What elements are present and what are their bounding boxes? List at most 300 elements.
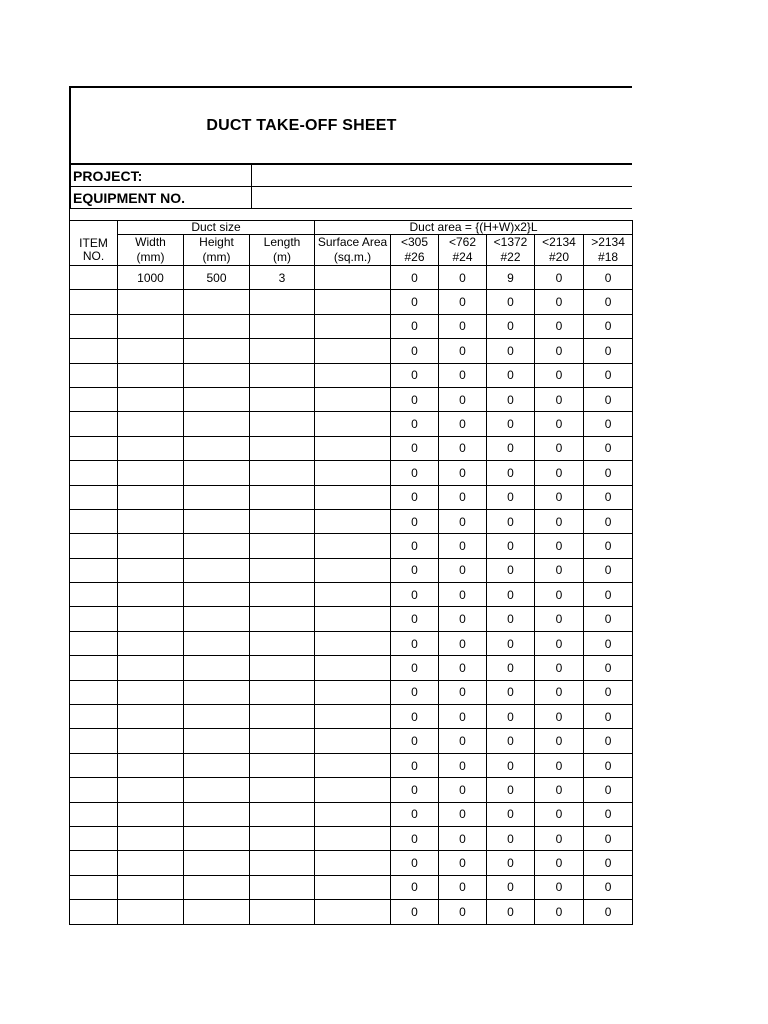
cell-width[interactable] <box>118 656 184 680</box>
cell-surface-area[interactable] <box>315 583 391 607</box>
cell-gauge-22[interactable]: 0 <box>487 753 535 777</box>
cell-item-no[interactable] <box>70 558 118 582</box>
cell-surface-area[interactable] <box>315 826 391 850</box>
cell-gauge-20[interactable]: 0 <box>535 509 584 533</box>
cell-gauge-26[interactable]: 0 <box>391 534 439 558</box>
cell-width[interactable] <box>118 509 184 533</box>
cell-gauge-18[interactable]: 0 <box>584 583 633 607</box>
cell-gauge-18[interactable]: 0 <box>584 461 633 485</box>
cell-height[interactable] <box>184 412 250 436</box>
cell-width[interactable] <box>118 826 184 850</box>
cell-surface-area[interactable] <box>315 509 391 533</box>
cell-surface-area[interactable] <box>315 363 391 387</box>
cell-gauge-24[interactable]: 0 <box>439 509 487 533</box>
cell-gauge-18[interactable]: 0 <box>584 314 633 338</box>
cell-height[interactable] <box>184 729 250 753</box>
cell-length[interactable] <box>250 631 315 655</box>
cell-gauge-18[interactable]: 0 <box>584 778 633 802</box>
table-row <box>70 851 633 875</box>
cell-gauge-22[interactable]: 0 <box>487 631 535 655</box>
cell-width[interactable] <box>118 607 184 631</box>
cell-surface-area[interactable] <box>315 875 391 899</box>
project-info-table <box>69 163 632 209</box>
header-length: Length <box>250 235 315 251</box>
cell-gauge-24[interactable]: 0 <box>439 314 487 338</box>
cell-gauge-26[interactable]: 0 <box>391 509 439 533</box>
cell-surface-area[interactable] <box>315 339 391 363</box>
cell-gauge-22[interactable]: 0 <box>487 558 535 582</box>
cell-gauge-24[interactable]: 0 <box>439 436 487 460</box>
cell-height[interactable] <box>184 314 250 338</box>
cell-gauge-20[interactable]: 0 <box>535 266 584 290</box>
cell-item-no[interactable] <box>70 900 118 924</box>
cell-item-no[interactable] <box>70 436 118 460</box>
cell-gauge-26[interactable]: 0 <box>391 826 439 850</box>
cell-height[interactable] <box>184 387 250 411</box>
cell-gauge-24[interactable]: 0 <box>439 656 487 680</box>
header-width-unit: (mm) <box>118 250 184 266</box>
table-row <box>70 680 633 704</box>
cell-height[interactable] <box>184 900 250 924</box>
cell-gauge-20[interactable]: 0 <box>535 412 584 436</box>
cell-height[interactable] <box>184 778 250 802</box>
cell-gauge-26[interactable]: 0 <box>391 705 439 729</box>
cell-gauge-24[interactable]: 0 <box>439 339 487 363</box>
header-g20-range: <2134 <box>535 235 584 251</box>
header-g26-range: <305 <box>391 235 439 251</box>
cell-width[interactable] <box>118 583 184 607</box>
cell-width[interactable] <box>118 387 184 411</box>
cell-gauge-26[interactable]: 0 <box>391 436 439 460</box>
cell-gauge-20[interactable]: 0 <box>535 607 584 631</box>
cell-gauge-26[interactable]: 0 <box>391 778 439 802</box>
cell-surface-area[interactable] <box>315 802 391 826</box>
cell-gauge-18[interactable]: 0 <box>584 900 633 924</box>
cell-item-no[interactable] <box>70 339 118 363</box>
cell-gauge-22[interactable]: 0 <box>487 363 535 387</box>
cell-gauge-20[interactable]: 0 <box>535 461 584 485</box>
cell-width[interactable] <box>118 875 184 899</box>
cell-item-no[interactable] <box>70 656 118 680</box>
cell-item-no[interactable] <box>70 875 118 899</box>
cell-surface-area[interactable] <box>315 534 391 558</box>
cell-gauge-26[interactable]: 0 <box>391 729 439 753</box>
sheet-title: DUCT TAKE-OFF SHEET <box>206 116 397 134</box>
header-duct-size: Duct size <box>118 221 315 235</box>
cell-gauge-26[interactable]: 0 <box>391 851 439 875</box>
cell-gauge-24[interactable]: 0 <box>439 290 487 314</box>
cell-gauge-18[interactable]: 0 <box>584 826 633 850</box>
cell-surface-area[interactable] <box>315 387 391 411</box>
cell-width[interactable] <box>118 485 184 509</box>
cell-gauge-22[interactable]: 0 <box>487 509 535 533</box>
cell-gauge-20[interactable]: 0 <box>535 387 584 411</box>
cell-width[interactable] <box>118 802 184 826</box>
cell-gauge-22[interactable]: 0 <box>487 461 535 485</box>
cell-item-no[interactable] <box>70 387 118 411</box>
cell-gauge-20[interactable]: 0 <box>535 314 584 338</box>
cell-surface-area[interactable] <box>315 753 391 777</box>
cell-gauge-22[interactable]: 0 <box>487 729 535 753</box>
cell-width[interactable] <box>118 753 184 777</box>
cell-gauge-26[interactable]: 0 <box>391 461 439 485</box>
cell-gauge-22[interactable]: 0 <box>487 290 535 314</box>
table-row <box>70 705 633 729</box>
cell-height[interactable] <box>184 753 250 777</box>
cell-gauge-22[interactable]: 0 <box>487 900 535 924</box>
cell-gauge-24[interactable]: 0 <box>439 558 487 582</box>
cell-gauge-24[interactable]: 0 <box>439 485 487 509</box>
cell-length[interactable] <box>250 705 315 729</box>
cell-surface-area[interactable] <box>315 705 391 729</box>
cell-gauge-20[interactable]: 0 <box>535 631 584 655</box>
cell-gauge-24[interactable]: 0 <box>439 900 487 924</box>
cell-width[interactable] <box>118 705 184 729</box>
cell-gauge-18[interactable]: 0 <box>584 387 633 411</box>
cell-gauge-22[interactable]: 0 <box>487 387 535 411</box>
cell-gauge-20[interactable]: 0 <box>535 729 584 753</box>
cell-gauge-20[interactable]: 0 <box>535 802 584 826</box>
cell-gauge-20[interactable]: 0 <box>535 485 584 509</box>
cell-width[interactable]: 1000 <box>118 266 184 290</box>
cell-gauge-18[interactable]: 0 <box>584 436 633 460</box>
cell-item-no[interactable] <box>70 363 118 387</box>
cell-gauge-18[interactable]: 0 <box>584 509 633 533</box>
cell-length[interactable] <box>250 583 315 607</box>
cell-gauge-18[interactable]: 0 <box>584 729 633 753</box>
cell-length[interactable] <box>250 778 315 802</box>
cell-length[interactable] <box>250 729 315 753</box>
cell-gauge-24[interactable]: 0 <box>439 266 487 290</box>
cell-item-no[interactable] <box>70 314 118 338</box>
cell-gauge-26[interactable]: 0 <box>391 485 439 509</box>
cell-width[interactable] <box>118 900 184 924</box>
cell-gauge-22[interactable]: 0 <box>487 607 535 631</box>
cell-length[interactable] <box>250 314 315 338</box>
cell-width[interactable] <box>118 436 184 460</box>
table-row <box>70 826 633 850</box>
cell-length[interactable] <box>250 802 315 826</box>
cell-length[interactable]: 3 <box>250 266 315 290</box>
cell-gauge-20[interactable]: 0 <box>535 583 584 607</box>
cell-width[interactable] <box>118 534 184 558</box>
header-duct-area: Duct area = {(H+W)x2}L <box>315 221 633 235</box>
cell-width[interactable] <box>118 729 184 753</box>
cell-gauge-18[interactable]: 0 <box>584 802 633 826</box>
cell-surface-area[interactable] <box>315 729 391 753</box>
cell-width[interactable] <box>118 778 184 802</box>
cell-item-no[interactable] <box>70 680 118 704</box>
cell-surface-area[interactable] <box>315 266 391 290</box>
cell-gauge-24[interactable]: 0 <box>439 607 487 631</box>
cell-gauge-22[interactable]: 0 <box>487 851 535 875</box>
cell-surface-area[interactable] <box>315 290 391 314</box>
cell-item-no[interactable] <box>70 534 118 558</box>
cell-gauge-24[interactable]: 0 <box>439 851 487 875</box>
cell-gauge-20[interactable]: 0 <box>535 705 584 729</box>
cell-height[interactable] <box>184 534 250 558</box>
cell-height[interactable] <box>184 680 250 704</box>
cell-length[interactable] <box>250 412 315 436</box>
cell-gauge-26[interactable]: 0 <box>391 680 439 704</box>
cell-gauge-26[interactable]: 0 <box>391 607 439 631</box>
cell-gauge-24[interactable]: 0 <box>439 778 487 802</box>
cell-gauge-20[interactable]: 0 <box>535 363 584 387</box>
cell-length[interactable] <box>250 826 315 850</box>
cell-surface-area[interactable] <box>315 607 391 631</box>
cell-gauge-22[interactable]: 0 <box>487 534 535 558</box>
cell-gauge-26[interactable]: 0 <box>391 900 439 924</box>
cell-gauge-24[interactable]: 0 <box>439 461 487 485</box>
cell-height[interactable] <box>184 875 250 899</box>
cell-length[interactable] <box>250 363 315 387</box>
cell-width[interactable] <box>118 314 184 338</box>
cell-length[interactable] <box>250 875 315 899</box>
cell-item-no[interactable] <box>70 583 118 607</box>
cell-item-no[interactable] <box>70 802 118 826</box>
table-row <box>70 290 633 314</box>
cell-item-no[interactable] <box>70 631 118 655</box>
cell-gauge-26[interactable]: 0 <box>391 802 439 826</box>
cell-gauge-26[interactable]: 0 <box>391 656 439 680</box>
cell-item-no[interactable] <box>70 290 118 314</box>
cell-gauge-26[interactable]: 0 <box>391 631 439 655</box>
cell-gauge-18[interactable]: 0 <box>584 266 633 290</box>
cell-height[interactable] <box>184 558 250 582</box>
cell-length[interactable] <box>250 851 315 875</box>
cell-surface-area[interactable] <box>315 778 391 802</box>
cell-gauge-20[interactable]: 0 <box>535 534 584 558</box>
cell-height[interactable] <box>184 485 250 509</box>
cell-width[interactable] <box>118 680 184 704</box>
cell-gauge-24[interactable]: 0 <box>439 363 487 387</box>
cell-gauge-20[interactable]: 0 <box>535 339 584 363</box>
cell-gauge-20[interactable]: 0 <box>535 900 584 924</box>
cell-gauge-26[interactable]: 0 <box>391 363 439 387</box>
cell-height[interactable] <box>184 826 250 850</box>
cell-surface-area[interactable] <box>315 485 391 509</box>
cell-gauge-20[interactable]: 0 <box>535 778 584 802</box>
cell-gauge-26[interactable]: 0 <box>391 558 439 582</box>
cell-gauge-18[interactable]: 0 <box>584 412 633 436</box>
table-row <box>70 485 633 509</box>
cell-gauge-20[interactable]: 0 <box>535 875 584 899</box>
cell-gauge-22[interactable]: 0 <box>487 314 535 338</box>
cell-surface-area[interactable] <box>315 314 391 338</box>
cell-gauge-24[interactable]: 0 <box>439 583 487 607</box>
cell-gauge-18[interactable]: 0 <box>584 558 633 582</box>
cell-gauge-18[interactable]: 0 <box>584 680 633 704</box>
cell-length[interactable] <box>250 339 315 363</box>
cell-gauge-18[interactable]: 0 <box>584 851 633 875</box>
cell-gauge-18[interactable]: 0 <box>584 875 633 899</box>
cell-surface-area[interactable] <box>315 680 391 704</box>
project-value[interactable] <box>252 164 633 187</box>
cell-gauge-20[interactable]: 0 <box>535 826 584 850</box>
cell-length[interactable] <box>250 607 315 631</box>
cell-height[interactable] <box>184 607 250 631</box>
table-row <box>70 753 633 777</box>
cell-gauge-24[interactable]: 0 <box>439 826 487 850</box>
cell-surface-area[interactable] <box>315 851 391 875</box>
cell-item-no[interactable] <box>70 753 118 777</box>
cell-item-no[interactable] <box>70 266 118 290</box>
cell-width[interactable] <box>118 363 184 387</box>
cell-length[interactable] <box>250 509 315 533</box>
table-row <box>70 339 633 363</box>
cell-gauge-22[interactable]: 0 <box>487 705 535 729</box>
cell-gauge-26[interactable]: 0 <box>391 753 439 777</box>
cell-width[interactable] <box>118 412 184 436</box>
cell-gauge-26[interactable]: 0 <box>391 583 439 607</box>
cell-gauge-18[interactable]: 0 <box>584 485 633 509</box>
cell-gauge-20[interactable]: 0 <box>535 680 584 704</box>
cell-width[interactable] <box>118 290 184 314</box>
table-row <box>70 509 633 533</box>
cell-gauge-22[interactable]: 0 <box>487 802 535 826</box>
cell-gauge-20[interactable]: 0 <box>535 436 584 460</box>
cell-gauge-24[interactable]: 0 <box>439 680 487 704</box>
cell-length[interactable] <box>250 290 315 314</box>
cell-gauge-18[interactable]: 0 <box>584 607 633 631</box>
cell-height[interactable] <box>184 631 250 655</box>
cell-length[interactable] <box>250 534 315 558</box>
header-g24-range: <762 <box>439 235 487 251</box>
cell-item-no[interactable] <box>70 705 118 729</box>
cell-surface-area[interactable] <box>315 900 391 924</box>
cell-height[interactable] <box>184 802 250 826</box>
cell-item-no[interactable] <box>70 607 118 631</box>
header-no: NO. <box>70 250 118 266</box>
cell-height[interactable] <box>184 461 250 485</box>
cell-gauge-22[interactable]: 0 <box>487 436 535 460</box>
cell-gauge-22[interactable]: 0 <box>487 656 535 680</box>
cell-gauge-20[interactable]: 0 <box>535 851 584 875</box>
cell-item-no[interactable] <box>70 826 118 850</box>
table-row <box>70 266 633 290</box>
header-g22-range: <1372 <box>487 235 535 251</box>
cell-length[interactable] <box>250 656 315 680</box>
cell-item-no[interactable] <box>70 461 118 485</box>
cell-gauge-18[interactable]: 0 <box>584 363 633 387</box>
cell-length[interactable] <box>250 558 315 582</box>
cell-surface-area[interactable] <box>315 436 391 460</box>
cell-gauge-26[interactable]: 0 <box>391 875 439 899</box>
cell-gauge-24[interactable]: 0 <box>439 387 487 411</box>
cell-gauge-26[interactable]: 0 <box>391 290 439 314</box>
cell-gauge-22[interactable]: 0 <box>487 583 535 607</box>
cell-item-no[interactable] <box>70 509 118 533</box>
cell-width[interactable] <box>118 461 184 485</box>
title-box <box>69 86 632 163</box>
cell-gauge-18[interactable]: 0 <box>584 631 633 655</box>
cell-gauge-24[interactable]: 0 <box>439 875 487 899</box>
cell-gauge-26[interactable]: 0 <box>391 339 439 363</box>
cell-gauge-24[interactable]: 0 <box>439 729 487 753</box>
cell-gauge-18[interactable]: 0 <box>584 339 633 363</box>
cell-gauge-20[interactable]: 0 <box>535 290 584 314</box>
cell-gauge-24[interactable]: 0 <box>439 802 487 826</box>
cell-height[interactable] <box>184 583 250 607</box>
cell-surface-area[interactable] <box>315 412 391 436</box>
cell-height[interactable] <box>184 436 250 460</box>
cell-length[interactable] <box>250 436 315 460</box>
cell-length[interactable] <box>250 387 315 411</box>
cell-gauge-24[interactable]: 0 <box>439 534 487 558</box>
cell-width[interactable] <box>118 851 184 875</box>
cell-item-no[interactable] <box>70 485 118 509</box>
cell-gauge-24[interactable]: 0 <box>439 705 487 729</box>
cell-gauge-22[interactable]: 0 <box>487 778 535 802</box>
cell-gauge-22[interactable]: 0 <box>487 875 535 899</box>
cell-gauge-26[interactable]: 0 <box>391 387 439 411</box>
cell-height[interactable] <box>184 509 250 533</box>
table-row <box>70 802 633 826</box>
cell-item-no[interactable] <box>70 412 118 436</box>
cell-length[interactable] <box>250 485 315 509</box>
cell-gauge-20[interactable]: 0 <box>535 558 584 582</box>
header-g22: #22 <box>487 250 535 266</box>
cell-gauge-18[interactable]: 0 <box>584 290 633 314</box>
cell-gauge-22[interactable]: 0 <box>487 826 535 850</box>
cell-gauge-22[interactable]: 9 <box>487 266 535 290</box>
cell-surface-area[interactable] <box>315 558 391 582</box>
cell-gauge-18[interactable]: 0 <box>584 705 633 729</box>
cell-width[interactable] <box>118 558 184 582</box>
cell-length[interactable] <box>250 753 315 777</box>
cell-gauge-20[interactable]: 0 <box>535 753 584 777</box>
cell-width[interactable] <box>118 631 184 655</box>
cell-gauge-24[interactable]: 0 <box>439 631 487 655</box>
cell-height[interactable]: 500 <box>184 266 250 290</box>
cell-gauge-18[interactable]: 0 <box>584 534 633 558</box>
cell-gauge-26[interactable]: 0 <box>391 412 439 436</box>
cell-length[interactable] <box>250 680 315 704</box>
cell-item-no[interactable] <box>70 729 118 753</box>
cell-height[interactable] <box>184 705 250 729</box>
cell-gauge-26[interactable]: 0 <box>391 266 439 290</box>
cell-gauge-18[interactable]: 0 <box>584 753 633 777</box>
cell-surface-area[interactable] <box>315 656 391 680</box>
header-g18: #18 <box>584 250 633 266</box>
cell-height[interactable] <box>184 290 250 314</box>
cell-surface-area[interactable] <box>315 461 391 485</box>
cell-item-no[interactable] <box>70 851 118 875</box>
cell-gauge-26[interactable]: 0 <box>391 314 439 338</box>
cell-height[interactable] <box>184 363 250 387</box>
cell-gauge-20[interactable]: 0 <box>535 656 584 680</box>
cell-gauge-24[interactable]: 0 <box>439 753 487 777</box>
cell-height[interactable] <box>184 851 250 875</box>
cell-gauge-22[interactable]: 0 <box>487 339 535 363</box>
cell-length[interactable] <box>250 900 315 924</box>
cell-height[interactable] <box>184 339 250 363</box>
project-label: PROJECT: <box>70 164 252 187</box>
cell-width[interactable] <box>118 339 184 363</box>
cell-gauge-24[interactable]: 0 <box>439 412 487 436</box>
table-row <box>70 729 633 753</box>
cell-gauge-22[interactable]: 0 <box>487 485 535 509</box>
equipment-value[interactable] <box>252 187 633 209</box>
table-row <box>70 656 633 680</box>
cell-gauge-22[interactable]: 0 <box>487 412 535 436</box>
cell-gauge-18[interactable]: 0 <box>584 656 633 680</box>
cell-item-no[interactable] <box>70 778 118 802</box>
cell-gauge-22[interactable]: 0 <box>487 680 535 704</box>
cell-surface-area[interactable] <box>315 631 391 655</box>
cell-length[interactable] <box>250 461 315 485</box>
cell-height[interactable] <box>184 656 250 680</box>
